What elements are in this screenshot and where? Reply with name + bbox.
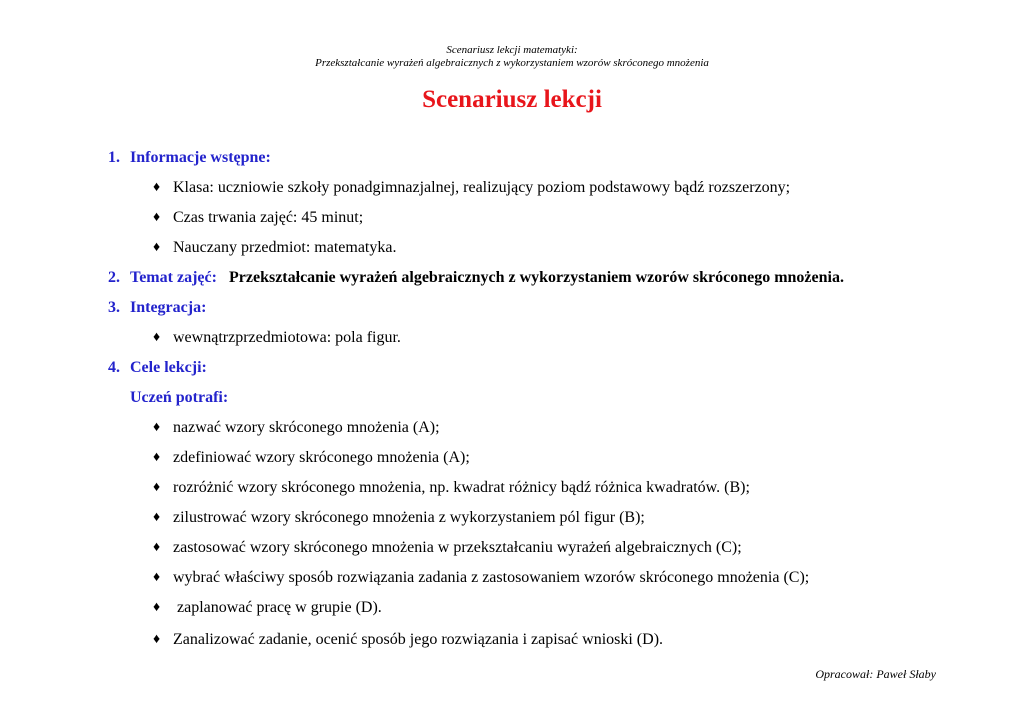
header-line-1: Scenariusz lekcji matematyki: bbox=[446, 44, 578, 56]
section-title: Integracja: bbox=[130, 299, 207, 316]
list-item-text: zdefiniować wzory skróconego mnożenia (A); bbox=[173, 449, 470, 466]
diamond-bullet-icon: ♦ bbox=[153, 330, 161, 345]
section-number: 1. bbox=[108, 149, 120, 166]
diamond-bullet-icon: ♦ bbox=[153, 510, 161, 525]
section-number: 4. bbox=[108, 359, 120, 376]
list-item-text: Zanalizować zadanie, ocenić sposób jego rozwiązania i zapisać wnioski (D). bbox=[173, 631, 664, 648]
diamond-bullet-icon: ♦ bbox=[153, 540, 161, 555]
author-footer: Opracował: Paweł Słaby bbox=[815, 667, 936, 681]
list-item-text: zaplanować pracę w grupie (D). bbox=[173, 599, 382, 616]
list-item-text: Czas trwania zajęć: 45 minut; bbox=[173, 209, 364, 226]
lesson-topic: Przekształcanie wyrażeń algebraicznych z wykorzystaniem wzorów skróconego mnożenia. bbox=[229, 269, 844, 286]
list-item-text: Klasa: uczniowie szkoły ponadgimnazjalnej, realizujący poziom podstawowy bądź rozszerzony; bbox=[173, 179, 791, 196]
list-item-text: zastosować wzory skróconego mnożenia w przekształcaniu wyrażeń algebraicznych (C); bbox=[173, 539, 742, 556]
diamond-bullet-icon: ♦ bbox=[153, 570, 161, 585]
diamond-bullet-icon: ♦ bbox=[153, 600, 161, 615]
list-item-text: wewnątrzprzedmiotowa: pola figur. bbox=[173, 329, 401, 346]
diamond-bullet-icon: ♦ bbox=[153, 210, 161, 225]
page-header bbox=[0, 44, 1024, 70]
list-item-text: nazwać wzory skróconego mnożenia (A); bbox=[173, 419, 440, 436]
section-number: 2. bbox=[108, 269, 120, 286]
section-title: Informacje wstępne: bbox=[130, 149, 271, 166]
subheading-text: Uczeń potrafi: bbox=[130, 389, 229, 406]
list-item-text: rozróżnić wzory skróconego mnożenia, np. kwadrat różnicy bądź różnica kwadratów. (B); bbox=[173, 479, 750, 496]
header-line-2: Przekształcanie wyrażeń algebraicznych z wykorzystaniem wzorów skróconego mnożenia bbox=[315, 57, 709, 69]
list-item-text: wybrać właściwy sposób rozwiązania zadania z zastosowaniem wzorów skróconego mnożenia (C); bbox=[173, 569, 810, 586]
document-title: Scenariusz lekcji bbox=[422, 86, 602, 113]
section-number: 3. bbox=[108, 299, 120, 316]
list-item-text: zilustrować wzory skróconego mnożenia z wykorzystaniem pól figur (B); bbox=[173, 509, 645, 526]
diamond-bullet-icon: ♦ bbox=[153, 180, 161, 195]
section-title: Cele lekcji: bbox=[130, 359, 207, 376]
diamond-bullet-icon: ♦ bbox=[153, 480, 161, 495]
diamond-bullet-icon: ♦ bbox=[153, 450, 161, 465]
section-title: Temat zajęć: bbox=[130, 269, 217, 286]
diamond-bullet-icon: ♦ bbox=[153, 632, 161, 647]
list-item-text: Nauczany przedmiot: matematyka. bbox=[173, 239, 397, 256]
diamond-bullet-icon: ♦ bbox=[153, 240, 161, 255]
diamond-bullet-icon: ♦ bbox=[153, 420, 161, 435]
